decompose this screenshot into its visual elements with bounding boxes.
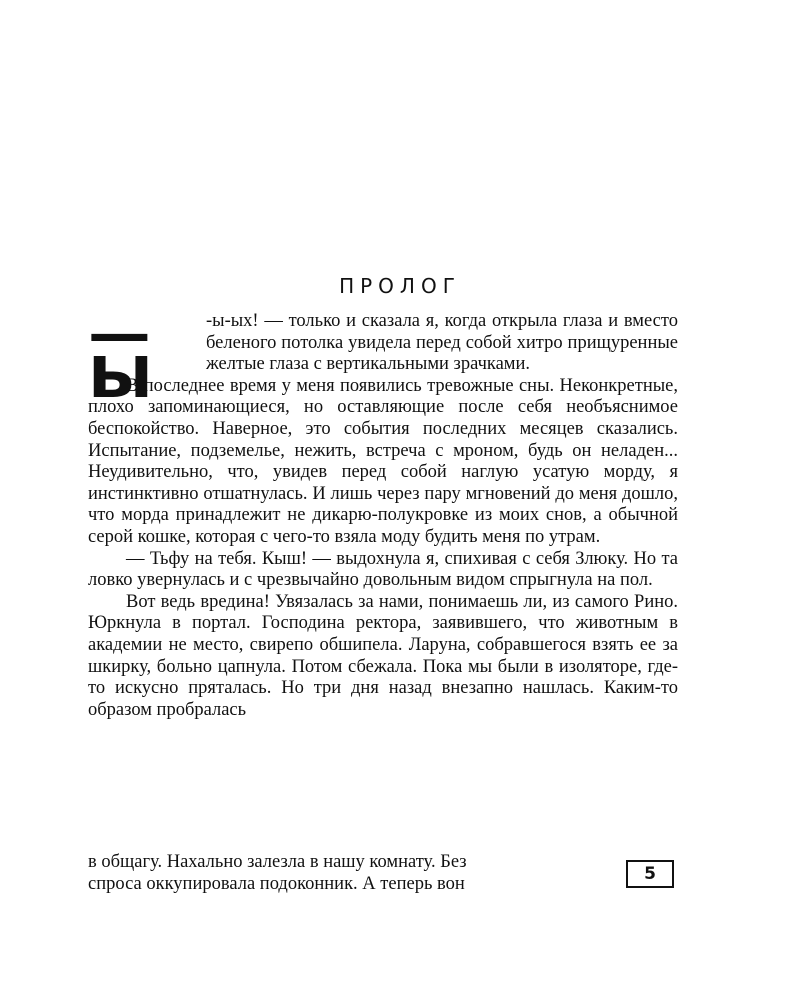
closing-line-1: в общагу. Нахально залезла в нашу комнату. Без xyxy=(88,852,467,872)
paragraph-4-text: Вот ведь вредина! Увязалась за нами, понимаешь ли, из самого Рино. Юркнула в портал. Господина ректора, заявившего, что животным в академии не место, свирепо обшипела. Ларуна, собравшегося взять ее за шкирку, больно цапнула. Потом сбежала. Пока мы были в изоляторе, где-то искусно пряталась. Но три дня назад внезапно нашлась. Каким-то образом пробралась xyxy=(88,591,678,720)
body-text xyxy=(88,302,678,721)
paragraph-1 xyxy=(88,302,678,411)
drop-cap: —Ы xyxy=(88,302,155,411)
page-number: 5 xyxy=(626,860,674,888)
paragraph-2: В последнее время у меня появились тревожные сны. Неконкретные, плохо запоминающиеся, но оставляющие после себя необъяснимое беспокойство. Наверное, это события последних месяцев сказались. Испытание, подземелье, нежить, встреча с мроном, будь он неладен... Неудивительно, что, увидев перед собой наглую усатую морду, я инстинктивно отшатнулась. И лишь через пару мгновений до меня дошло, что морда принадлежит не дикарю-полукровке из моих снов, а обычной серой кошке, которая с чего-то взяла моду будить меня по утрам. xyxy=(88,375,678,547)
paragraph-4 xyxy=(88,592,678,722)
paragraph-1-text: -ы-ых! — только и сказала я, когда открыла глаза и вместо беленого потолка увидела перед собой хитро прищуренные желтые глаза с вертикальными зрачками. xyxy=(206,311,678,375)
paragraph-3: — Тьфу на тебя. Кыш! — выдохнула я, спихивая с себя Злюку. Но та ловко увернулась и с чрезвычайно довольным видом спрыгнула на пол. xyxy=(88,548,678,591)
closing-lines xyxy=(88,852,608,895)
chapter-title: ПРОЛОГ xyxy=(339,274,461,298)
closing-line-2: спроса оккупировала подоконник. А теперь вон xyxy=(88,873,465,894)
